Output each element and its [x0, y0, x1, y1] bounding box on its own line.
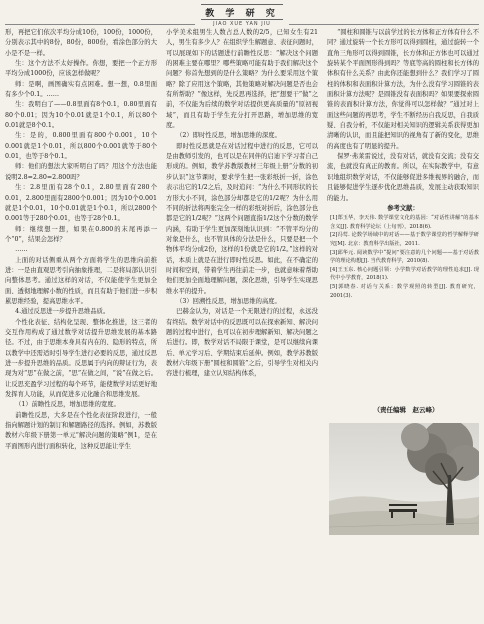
paragraph: 即时性反思就是在对话过程中进行的反思，它可以是由教师引发的，也可以是在同伴的启迪下学习者自己形成的。例如，教学苏教版教材三年级上册“分数的初步认识”这节课时，要求学生把一张彩纸折一折，涂色表示出它的1/2之后，及时追问：“为什么不同形状的长方形大小不同，涂色部分却都是它的1/2呢？为什么用不同的折法将两张完全一样的彩纸对折后，涂色部分也都是它的1/2呢？”这两个问题直指1/2这个分数的数学内涵，有助于学生更加深刻地认识到：“不管平均分的对象是什么，也不管具体的分法是什么，只要是把一个物体平均分成2份，这样的1份就是它的1/2。”这样的对话，本质上就是在进行即时性反思。如此，在不确定的时间和空间，带着学生再往前走一步，也就意味着帮助他们更加全面地理解问题，深化思维，引导学生实现思维水平的提升。 — [166, 142, 318, 295]
reference-item: [5]郭晓春. 对话与关系：数学观照的转型[J]. 教育研究，2001(3). — [330, 283, 479, 299]
paragraph: 生：是的，0.800里面有800个0.001，10个0.001就是1个0.01，所以800个0.001就等于80个0.01，也等于8个0.1。 — [5, 132, 157, 161]
paragraph: 生：2.8里面有28个0.1，2.80里面有280个0.01，2.800里面有2800个0.001；因为10个0.001就是1个0.01，10个0.01就是1个0.1，所以2800个0.001等于280个0.01，也等于28个0.1。 — [5, 184, 157, 223]
responsible-editor: （责任编辑 赵云峰） — [373, 406, 439, 414]
paragraph: 师：是啊，画图确实有点困难。想一想，0.8里面有多少个0.1。…… — [5, 80, 157, 99]
page-header — [0, 0, 484, 26]
paragraph: 形，再把它们依次平均分成10份，100份，1000份，分别表示其中的8份，80份，800份，看涂色部分的大小是不是一样。 — [5, 29, 157, 57]
paragraph: “圆柱和圆锥与以前学过的长方体和正方体有什么不同？通过旋转一个长方形可以得到圆柱，通过旋转一个直角三角形可以得到圆锥，长方体和正方体也可以通过旋转某个平面图形得到吗？等底等高的圆柱和长方体的体积有什么关系？由此你还能想到什么？我们学习了圆柱的体积和表面积计算方法，为什么没有学习圆锥的表面积计算方法呢？是圆锥没有表面积吗？如果要探索圆锥的表面积计算方法，你觉得可以怎样做？”通过对上面这些问题的再思考，学生不断经历自我反思，自我质疑、自我分析，不仅能对相关知识的逻辑关系获得更加清晰的认识，而且能把知识的视角有了新的变化，思维的高度也有了明显的提升。 — [327, 29, 479, 150]
paragraph: 前瞻性反思，大多是在个性化表征阶段进行，一般指向解题计划的制订和解题路径的选择。例如，苏教版教材六年级下册第一单元“解决问题的策略”例1，是在平面图形内进行面积转化，这种反思能让学生 — [5, 411, 157, 450]
header-rule-left — [5, 24, 195, 25]
header-rule-right — [289, 24, 479, 25]
reference-item: [4]王玉东. 核心问题引领：小学数学对话教学的理性追求[J]. 现代中小学教育，2018(1). — [330, 266, 479, 282]
subsection-heading: （3）回溯性反思，增加思维的高度。 — [176, 297, 281, 305]
references-title: 参考文献： — [387, 204, 419, 212]
reference-item: [2]冯莺. 论数学场域中的对话——基于数学课堂的哲学解释学研究[M]. 北京：教育科学出版社，2011. — [330, 232, 479, 247]
column-1 — [5, 28, 157, 622]
subsection-heading: （2）即时性反思，增加思维的深度。 — [176, 132, 281, 140]
paragraph: …… — [15, 246, 28, 254]
tree-bench-photo — [329, 423, 479, 535]
paragraph: 巴赫金认为，对话是一个无限进行的过程，永远没有终结。数学对话中的反思既可以在探索新知、解决问题的过程中进行，也可以在初步理解新知、解决问题之后进行。即，数学对话不局限于课堂，是可以继续向课后、单元学习后、学期结束后延伸。例如，教学苏教版教材六年级下册“圆柱和圆锥”之后，引导学生对相关内容进行梳理，建立认知结构体系， — [166, 308, 318, 378]
subsection-heading: （1）前瞻性反思，增加思维的宽度。 — [15, 401, 120, 409]
reference-item: [3]邱华元. 阅读数学中“提问”要注意的几个问题——基于对话教学的理论构想[J]. 当代教育科学，2010(8). — [330, 249, 479, 265]
section-heading: 4.通过反思进一步提升思维品质。 — [15, 308, 110, 316]
paragraph: 上面的对话侧重从两个方面将学生的思维向前推进：一是由直观思考引向抽象推理，二是将局部认识引向整体思考。通过这样的对话，不仅能使学生更加全面、透彻地理解小数的性质，而且有助于他们进一步积累思维经验，提高思维水平。 — [5, 256, 157, 305]
paragraph: 个性化表征、结构化呈现、整体化推进，这三者的交互作用构成了通过数学对话提升思维发展的基本路径。不过，由于思维本身具有内在的、隐形的特点，所以教学中还需适时引导学生进行必要的反思，通过反思进一步提升思维的品质。反思属于内向的辩证行为，表现为对“思”在做之前，“思”在做之间，“说”在做之后。让反思充盈学习过程的每个环节，能使数学对话更好地发挥育人功能，从而促进多元化融合和思维发展。 — [5, 318, 157, 399]
journal-section-heading — [200, 1, 284, 27]
section-subtitle: JIAO XUE YAN JIU — [213, 21, 271, 27]
section-title: 教 学 研 究 — [201, 4, 282, 20]
reference-item: [1]郑玉华，李天伟. 数学课堂文化的基因：“对话性讲解”的基本含义[J]. 教育科学论坛（上旬刊），2018(6). — [330, 215, 479, 230]
column-2 — [166, 28, 318, 622]
paragraph: 小学美术组男生人数占总人数的2/5，已知女生有21人，男生有多少人？在组织学生解题意、表征问题时，可以展现如下的话题进行前瞻性反思：“解决这个问题的困难主要在哪里？哪些策略可能有助于我们解决这个问题？你首先想到的是什么策略？为什么要采用这个策略？除了应用这个策略，其他策略对解决问题是否也会有所帮助？”像这样，先反思再选择，把“想要干”做”之前，不仅能为后续的数学对话提供更高质量的“原初视域”，而且有助于学生充分打开思路，增加思维的宽度。 — [166, 29, 318, 130]
paragraph: 生：我明白了——0.8里面有8个0.1，0.80里面有80个0.01；因为10个0.01就是1个0.1，所以80个0.01就是8个0.1。 — [5, 101, 157, 130]
tree-bench-illustration — [329, 423, 479, 535]
column-3 — [327, 28, 479, 400]
paragraph: 生：这个方法不太好操作。你想，要把一个正方形平均分成1000份，应该怎样做呢？ — [5, 60, 157, 78]
paragraph: 师：他们的想法大家听明白了吗？用这个方法也能说明2.8=2.80=2.800吗？ — [5, 163, 157, 181]
paragraph: 师：继续想一想，如果在0.800的末尾再添一个“0”，结果会怎样？ — [5, 225, 157, 243]
paragraph: 保罗·弗莱雷说过，没有对话，就没有交流；没有交流，也就没有真正的教育。所以，在实际教学中，有意识地组织数学对话，不仅能够促进多维视界的融合，而且能够促进学生逐步优化思维品质，发展主动获取知识的能力。 — [327, 153, 479, 202]
